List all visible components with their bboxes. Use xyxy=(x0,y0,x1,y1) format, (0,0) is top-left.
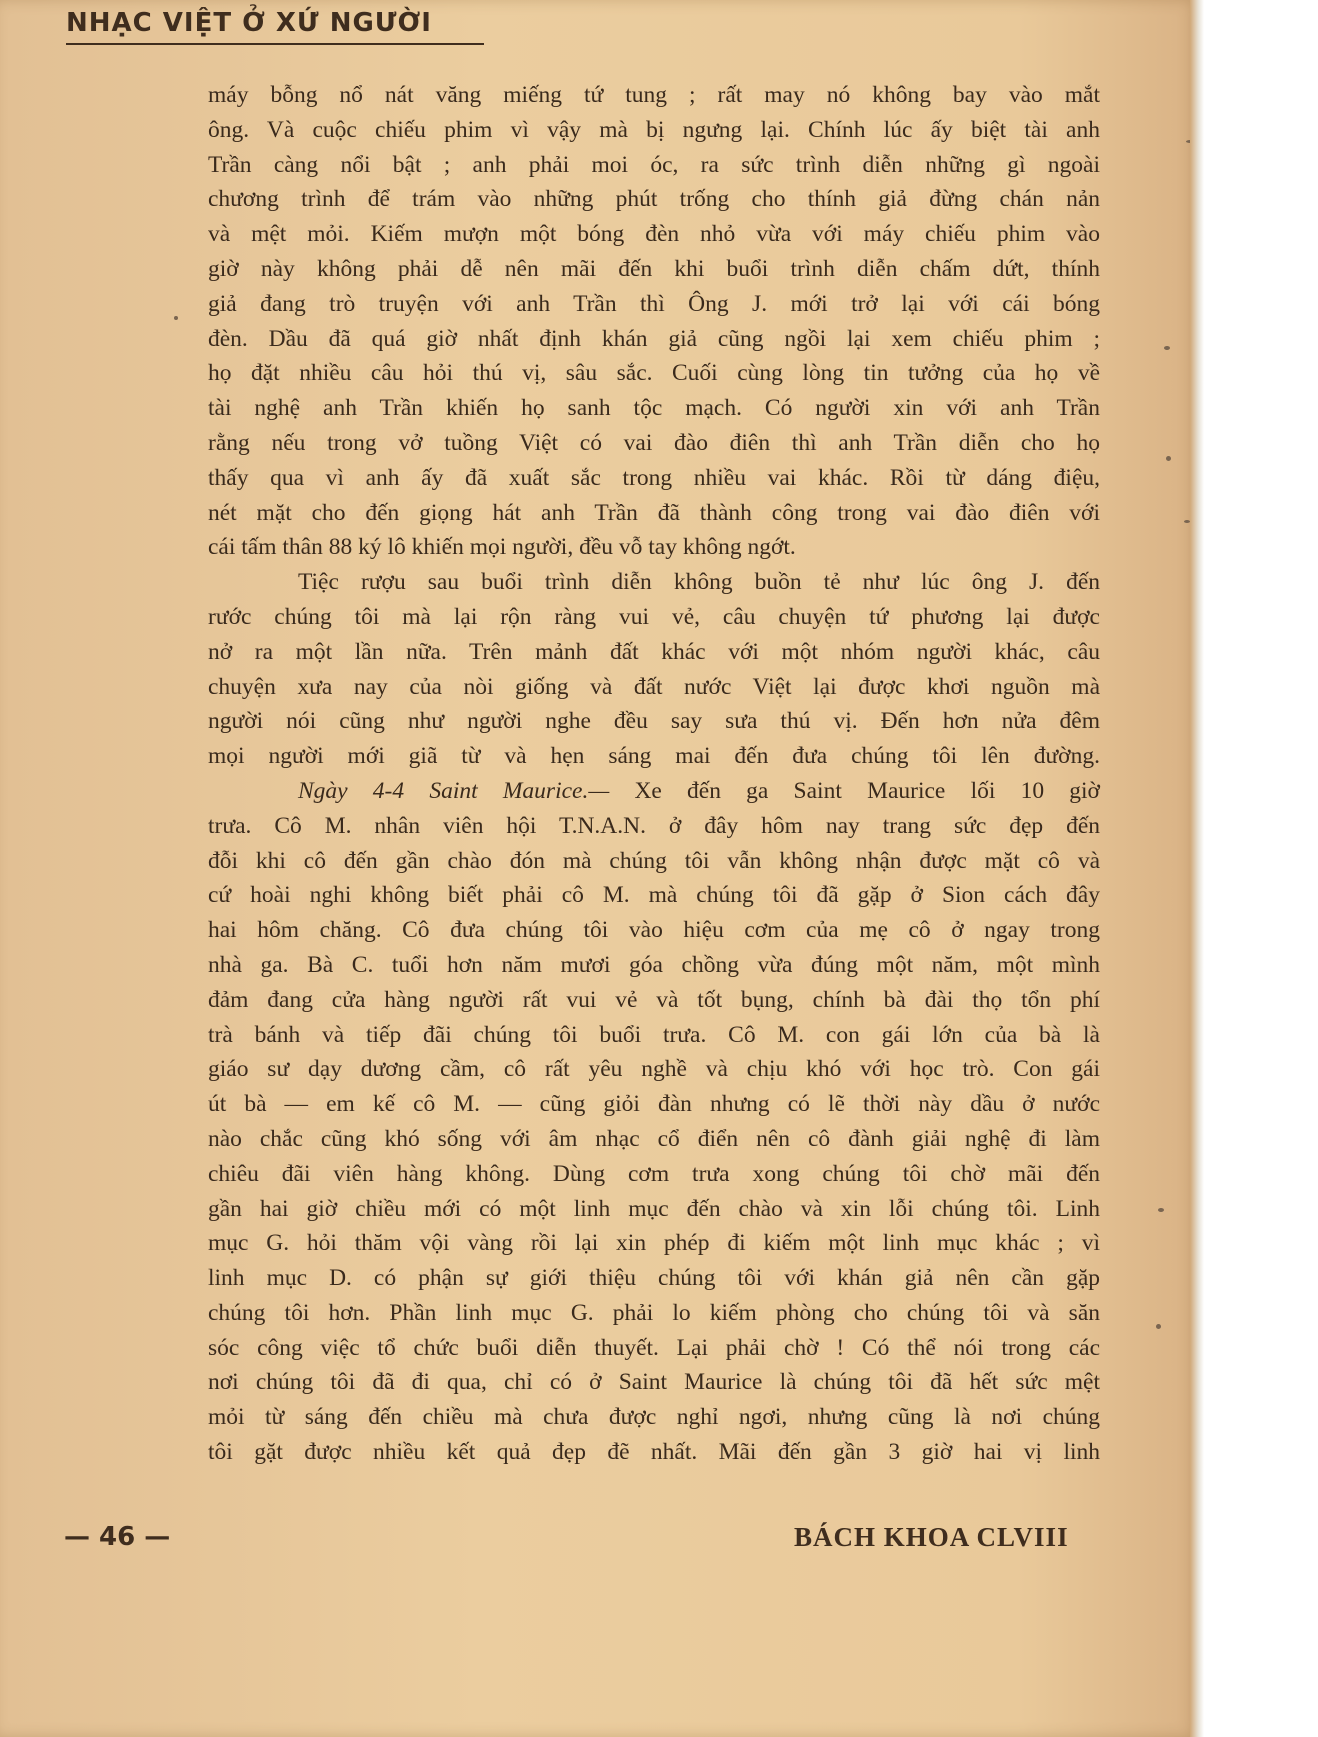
text-line: đèn. Dầu đã quá giờ nhất định khán giả cũng ngồi lại xem chiếu phim ; xyxy=(208,325,1100,352)
paper-speck xyxy=(174,316,178,320)
page-edge xyxy=(1190,0,1204,1737)
article-body xyxy=(208,78,1100,1470)
text-line: tài nghệ anh Trần khiến họ sanh tộc mạch. Có người xin với anh Trần xyxy=(208,395,1100,422)
text-line: cứ hoài nghi không biết phải cô M. mà chúng tôi đã gặp ở Sion cách đây xyxy=(208,882,1100,909)
paper-speck xyxy=(1156,1324,1161,1329)
paper-speck xyxy=(1166,456,1171,461)
text-line: tôi gặt được nhiều kết quả đẹp đẽ nhất. Mãi đến gần 3 giờ hai vị linh xyxy=(208,1439,1100,1466)
entry-text: Xe đến ga Saint Maurice lối 10 giờ xyxy=(634,777,1100,804)
text-line: chuyện xưa nay của nòi giống và đất nước Việt lại được khơi nguồn mà xyxy=(208,673,1100,700)
text-line: mọi người mới giã từ và hẹn sáng mai đến đưa chúng tôi lên đường. xyxy=(208,743,1100,770)
text-line: máy bỗng nổ nát văng miếng tứ tung ; rất may nó không bay vào mắt xyxy=(208,82,1100,108)
text-line: nơi chúng tôi đã đi qua, chỉ có ở Saint Maurice là chúng tôi đã hết sức mệt xyxy=(208,1369,1100,1396)
running-header-title: NHẠC VIỆT Ở XỨ NGƯỜI xyxy=(66,8,432,38)
text-line: giáo sư dạy dương cầm, cô rất yêu nghề và chịu khó với học trò. Con gái xyxy=(208,1056,1100,1083)
text-line: rằng nếu trong vở tuồng Việt có vai đào điên thì anh Trần diễn cho họ xyxy=(208,429,1100,456)
text-line: nở ra một lần nữa. Trên mảnh đất khác với một nhóm người khác, câu xyxy=(208,638,1100,665)
text-line: nhà ga. Bà C. tuổi hơn năm mươi góa chồng vừa đúng một năm, một mình xyxy=(208,951,1100,978)
page-number: — 46 — xyxy=(64,1522,171,1552)
publication-name: BÁCH KHOA CLVIII xyxy=(794,1522,1069,1552)
paragraph-start-line: Tiệc rượu sau buổi trình diễn không buồn tẻ như lúc ông J. đến xyxy=(298,569,1100,596)
header-underline xyxy=(66,43,484,45)
text-line: đảm đang cửa hàng người rất vui vẻ và tốt bụng, chính bà đài thọ tổn phí xyxy=(208,986,1100,1013)
text-line: ông. Và cuộc chiếu phim vì vậy mà bị ngưng lại. Chính lúc ấy biệt tài anh xyxy=(208,116,1100,143)
text-line: chương trình để trám vào những phút trống cho thính giả đừng chán nản xyxy=(208,186,1100,213)
dated-entry-line xyxy=(208,774,1100,809)
text-line: người nói cũng như người nghe đều say sưa thú vị. Đến hơn nửa đêm xyxy=(208,708,1100,735)
text-line: mục G. hỏi thăm vội vàng rồi lại xin phép đi kiếm một linh mục khác ; vì xyxy=(208,1230,1100,1257)
text-line: trà bánh và tiếp đãi chúng tôi buổi trưa. Cô M. con gái lớn của bà là xyxy=(208,1021,1100,1048)
text-line: Trần càng nổi bật ; anh phải moi óc, ra sức trình diễn những gì ngoài xyxy=(208,151,1100,178)
text-line: chiêu đãi viên hàng không. Dùng cơm trưa xong chúng tôi chờ mãi đến xyxy=(208,1160,1100,1187)
text-line: trưa. Cô M. nhân viên hội T.N.A.N. ở đây hôm nay trang sức đẹp đến xyxy=(208,812,1100,839)
text-line: thấy qua vì anh ấy đã xuất sắc trong nhiều vai khác. Rồi từ dáng điệu, xyxy=(208,464,1100,491)
text-line: chúng tôi hơn. Phần linh mục G. phải lo kiếm phòng cho chúng tôi và săn xyxy=(208,1299,1100,1326)
text-line: cái tấm thân 88 ký lô khiến mọi người, đều vỗ tay không ngớt. xyxy=(208,534,796,561)
paper-speck xyxy=(1158,1208,1164,1212)
entry-date-heading: Ngày 4-4 Saint Maurice.— xyxy=(298,777,610,804)
text-line: linh mục D. có phận sự giới thiệu chúng tôi với khán giả nên cần gặp xyxy=(208,1265,1100,1292)
text-line: út bà — em kế cô M. — cũng giỏi đàn nhưng có lẽ thời này dầu ở nước xyxy=(208,1091,1100,1118)
text-line: gần hai giờ chiều mới có một linh mục đến chào và xin lỗi chúng tôi. Linh xyxy=(208,1195,1100,1222)
text-line: và mệt mỏi. Kiếm mượn một bóng đèn nhỏ vừa với máy chiếu phim vào xyxy=(208,221,1100,248)
text-line: nét mặt cho đến giọng hát anh Trần đã thành công trong vai đào điên với xyxy=(208,499,1100,526)
text-line: giả đang trò truyện với anh Trần thì Ông J. mới trở lại với cái bóng xyxy=(208,290,1100,317)
text-line: giờ này không phải dễ nên mãi đến khi buổi trình diễn chấm dứt, thính xyxy=(208,255,1100,282)
text-line: mỏi từ sáng đến chiều mà chưa được nghỉ ngơi, nhưng cũng là nơi chúng xyxy=(208,1404,1100,1431)
text-line: nào chắc cũng khó sống với âm nhạc cổ điển nên cô đành giải nghệ đi làm xyxy=(208,1125,1100,1152)
paper-speck xyxy=(1164,346,1170,350)
text-line: rước chúng tôi mà lại rộn ràng vui vẻ, câu chuyện tứ phương lại được xyxy=(208,603,1100,630)
text-line: đỗi khi cô đến gần chào đón mà chúng tôi vẫn không nhận được mặt cô và xyxy=(208,847,1100,874)
text-line: họ đặt nhiều câu hỏi thú vị, sâu sắc. Cuối cùng lòng tin tưởng của họ về xyxy=(208,360,1100,387)
text-line: hai hôm chăng. Cô đưa chúng tôi vào hiệu cơm của mẹ cô ở ngay trong xyxy=(208,917,1100,944)
text-line: sóc công việc tổ chức buổi diễn thuyết. Lại phải chờ ! Có thể nói trong các xyxy=(208,1334,1100,1361)
